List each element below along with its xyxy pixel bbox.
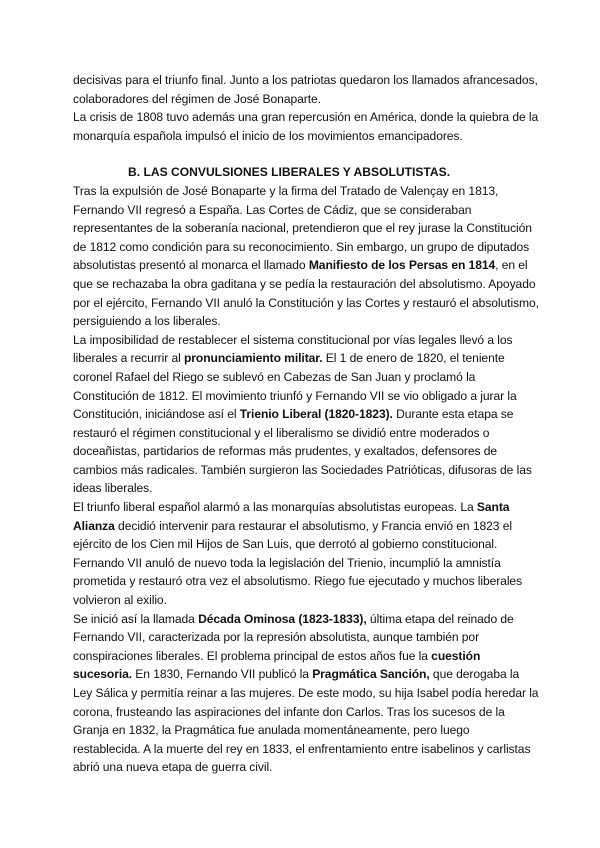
section-body	[73, 182, 540, 777]
text-run: La crisis de 1808 tuvo además una gran repercusión en América, donde la quiebra de la monarquía española impulsó el inicio de los movimientos emancipadores.	[73, 110, 539, 143]
section-heading: B. LAS CONVULSIONES LIBERALES Y ABSOLUTISTAS.	[128, 165, 451, 180]
text-run: última etapa del reinado de Fernando VII, caracterizada por la represión absolutista, aunque también por conspiraciones liberales. El problema principal de estos años fue la	[73, 611, 514, 663]
text-run: Se inició así la llamada	[73, 611, 199, 626]
paragraph	[73, 108, 540, 145]
text-run: decidió intervenir para restaurar el absolutismo, y Francia envió en 1823 el ejército de los Cien mil Hijos de San Luis, que derrotó al gobierno constitucional. Fernando VII anuló de nuevo toda la legislación del Trienio, incumplió la amnistía prometida y restauró otra vez el absolutismo. Riego fue ejecutado y muchos liberales volvieron al exilio.	[73, 518, 523, 608]
bold-term: Pragmática Sanción,	[312, 667, 430, 682]
intro-text	[73, 71, 540, 145]
bold-term: Santa Alianza	[73, 500, 510, 533]
paragraph	[73, 610, 540, 777]
bold-term: Década Ominosa (1823-1833),	[198, 611, 367, 626]
paragraph	[73, 182, 540, 331]
text-run: que derogaba la Ley Sálica y permitía reinar a las mujeres. De este modo, su hija Isabel podía heredar la corona, frusteando las aspiraciones del infante don Carlos. Tras los sucesos de la Granja en 1832, la Pragmática fue anulada momentáneamente, pero luego restablecida. A la muerte del rey en 1833, el enfrentamiento entre isabelinos y carlistas abrió una nueva etapa de guerra civil.	[73, 667, 539, 775]
bold-term: pronunciamiento militar.	[184, 351, 323, 366]
text-run: decisivas para el triunfo final. Junto a los patriotas quedaron los llamados afrancesados, colaboradores del régimen de José Bonaparte.	[73, 73, 538, 106]
text-run: El 1 de enero de 1820, el teniente coronel Rafael del Riego se sublevó en Cabezas de San Juan y proclamó la Constitución de 1812. El movimiento triunfó y Fernando VII se vio obligado a jurar la Constitución, iniciándose así el	[73, 351, 517, 422]
paragraph	[73, 331, 540, 498]
text-run: Durante esta etapa se restauró el régimen constitucional y el liberalismo se dividió entre moderados o doceañistas, partidarios de reformas más prudentes, y exaltados, defensores de cambios más radicales. También surgieron las Sociedades Patrióticas, difusoras de las ideas liberales.	[73, 407, 532, 496]
paragraph	[73, 71, 540, 108]
text-run: La imposibilidad de restablecer el sistema constitucional por vías legales llevó a los liberales a recurrir al	[73, 332, 513, 366]
text-run: , en el que se rechazaba la obra gaditana y se pedía la restauración del absolutismo. Apoyado por el ejército, Fernando VII anuló la Constitución y las Cortes y restauró el absolutismo, persiguiendo a los liberales.	[73, 258, 539, 329]
paragraph	[73, 498, 540, 610]
text-run: El triunfo liberal español alarmó a las monarquías absolutistas europeas. La	[73, 500, 477, 515]
bold-term: Trienio Liberal (1820-1823).	[239, 407, 393, 422]
bold-term: cuestión sucesoria.	[73, 648, 481, 682]
text-run: En 1830, Fernando VII publicó la	[132, 667, 313, 682]
bold-term: Manifiesto de los Persas en 1814	[308, 258, 496, 273]
text-run: Tras la expulsión de José Bonaparte y la firma del Tratado de Valençay en 1813, Fernando VII regresó a España. Las Cortes de Cádiz, que se consideraban representantes de la soberanía nacional, pretendieron que el rey jurase la Constitución de 1812 como condición para su reconocimiento. Sin embargo, un grupo de diputados absolutistas presentó al monarca el llamado	[73, 183, 532, 273]
